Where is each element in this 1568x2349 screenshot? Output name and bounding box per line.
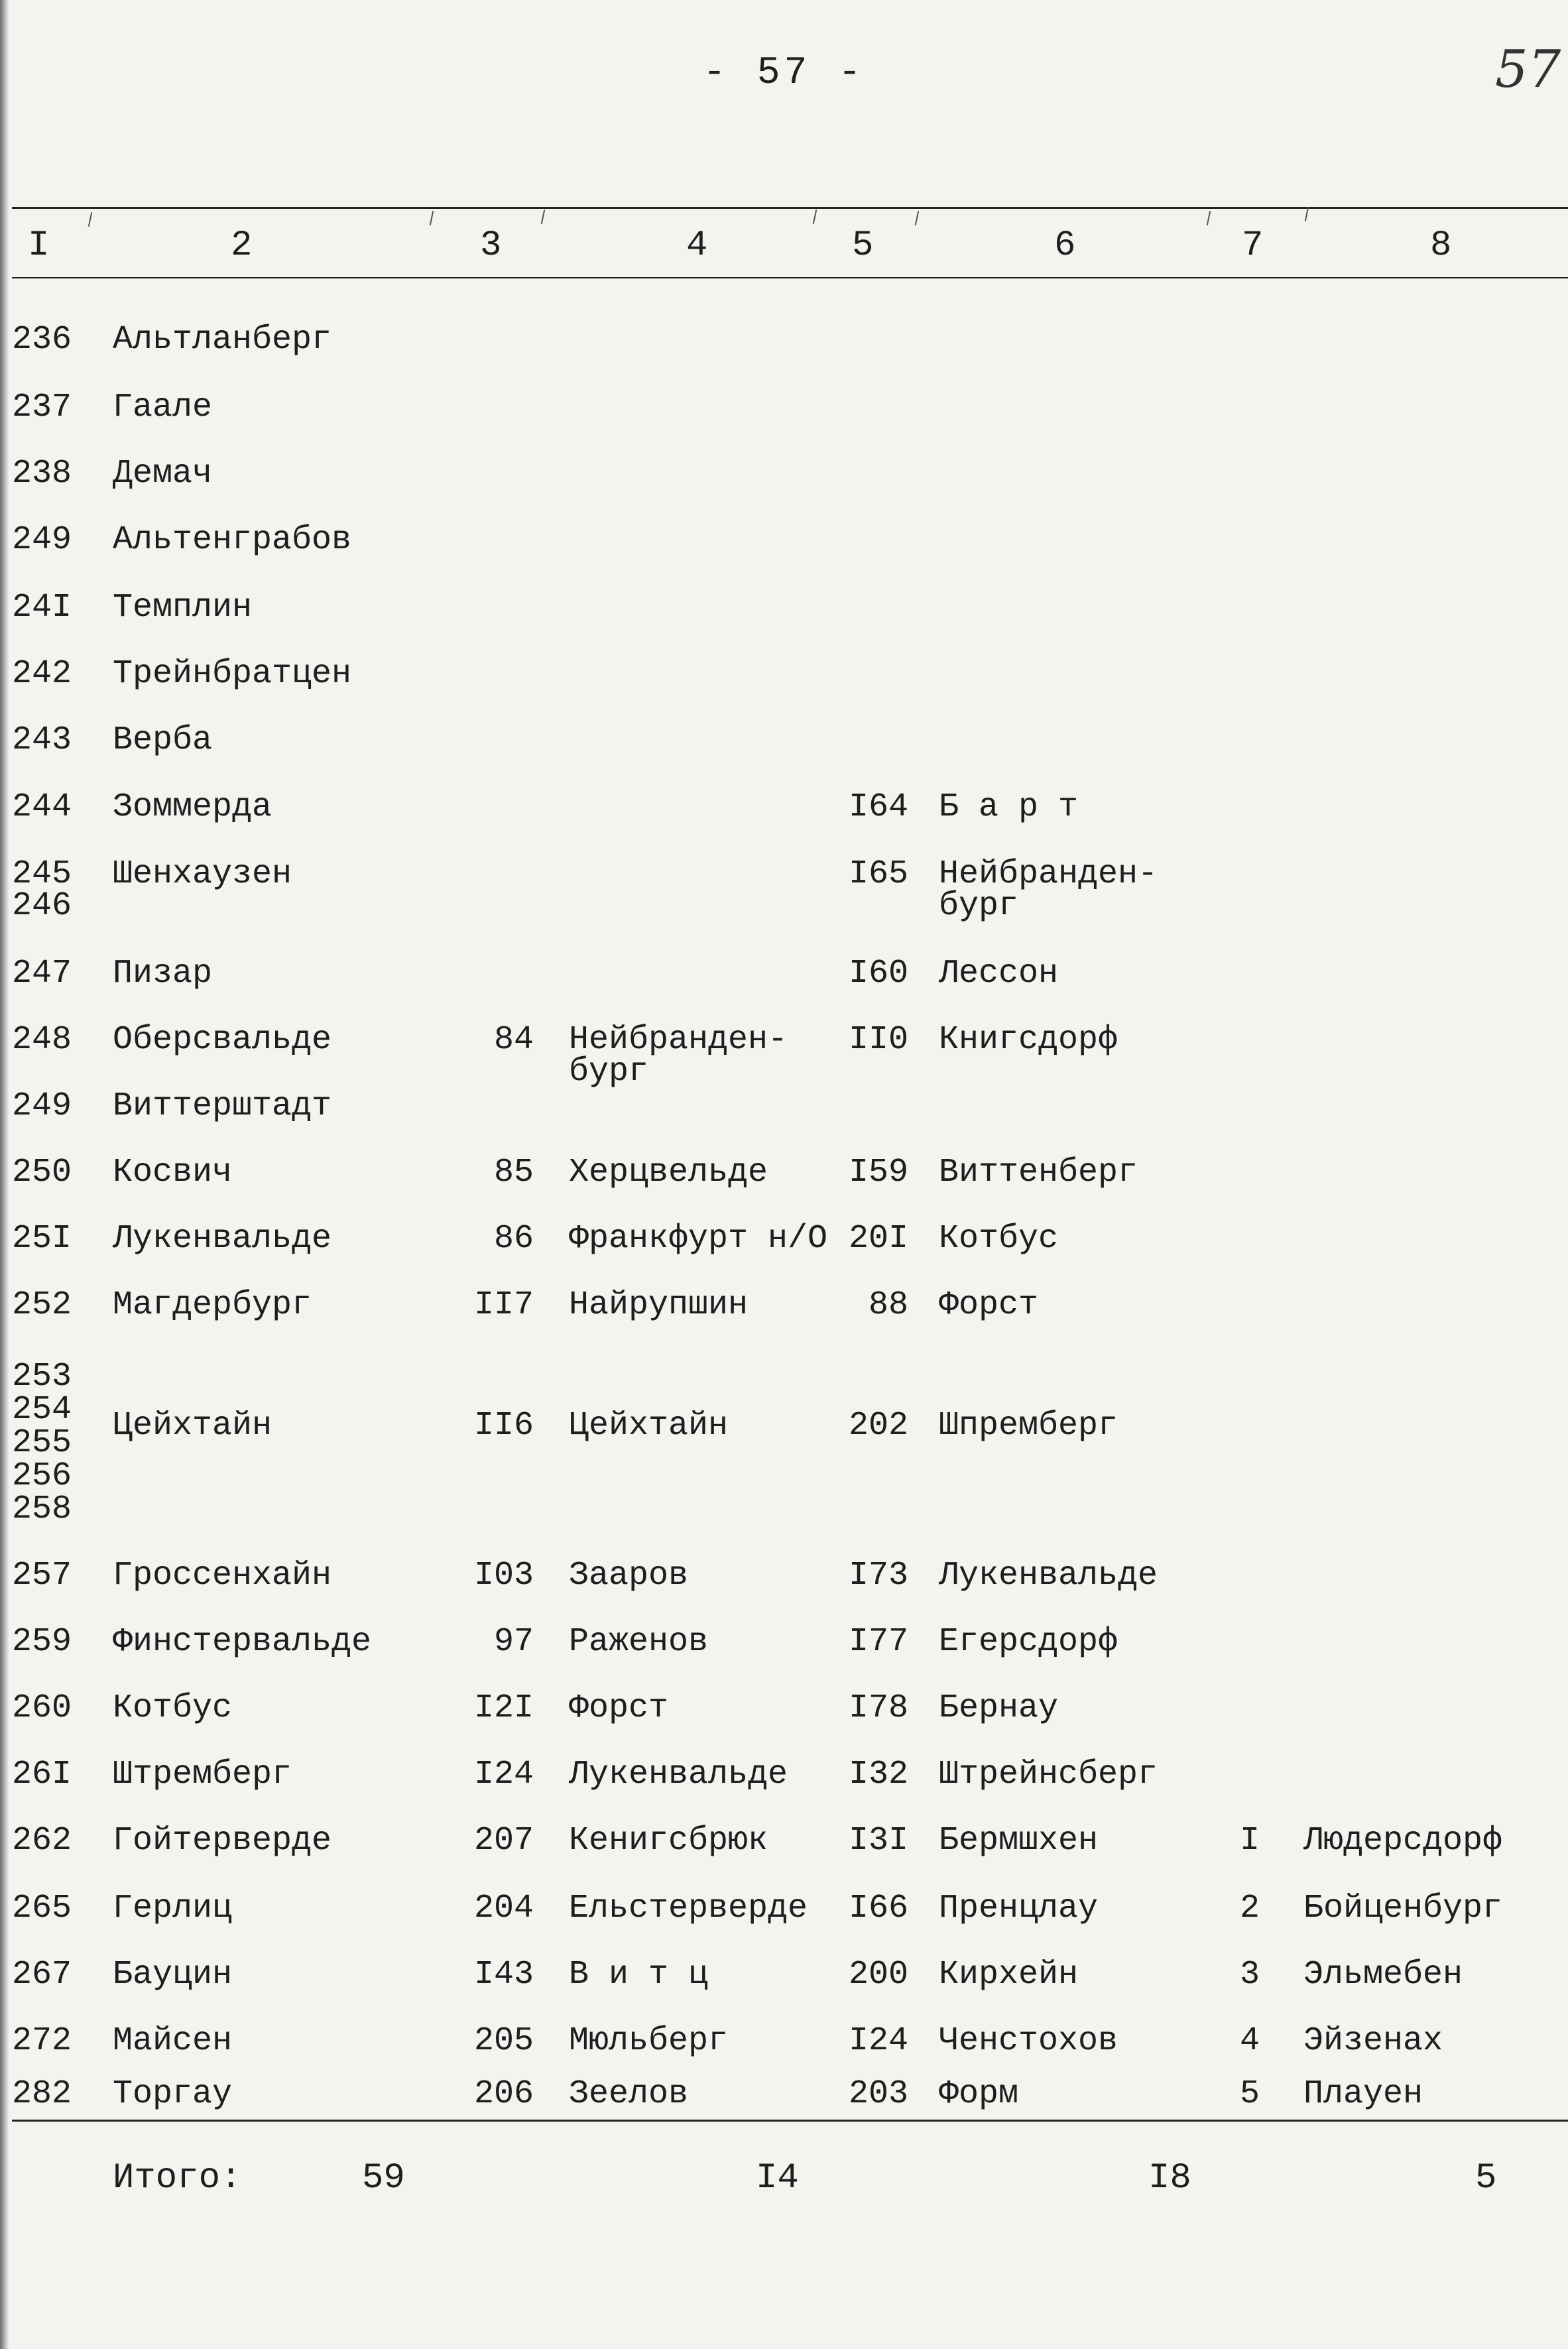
total-column-4: I4	[756, 2158, 799, 2198]
totals-label: Итого:	[113, 2158, 242, 2198]
total-column-6: I8	[1148, 2158, 1191, 2198]
cell-c6: Виттенберг	[939, 1154, 1138, 1191]
cell-c2: Цейхтайн	[113, 1407, 272, 1445]
cell-c1: 257	[12, 1557, 72, 1595]
cell-c8: Бойценбург	[1303, 1890, 1503, 1927]
column-tick	[813, 210, 817, 224]
cell-c1: 259	[12, 1623, 72, 1661]
cell-c2: Магдербург	[113, 1286, 312, 1324]
cell-c2: Лукенвальде	[113, 1220, 332, 1258]
cell-c8: Людерсдорф	[1303, 1822, 1503, 1860]
cell-c3: I03	[473, 1557, 534, 1595]
cell-c5: I78	[848, 1689, 908, 1727]
cell-c6-continuation: бург	[939, 887, 1019, 925]
cell-c2: Герлиц	[113, 1890, 233, 1927]
cell-c1: 272	[12, 2022, 72, 2060]
cell-c5: 88	[868, 1286, 908, 1324]
cell-c1: 242	[12, 655, 72, 693]
cell-c2: Бауцин	[113, 1956, 233, 1994]
cell-c5: I77	[848, 1623, 908, 1661]
cell-c5: I66	[848, 1890, 908, 1927]
column-header: I	[28, 225, 50, 266]
cell-c1: 24I	[12, 589, 72, 627]
cell-c4: Кенигсбрюк	[569, 1822, 768, 1860]
cell-c1: 247	[12, 955, 72, 993]
cell-c2: Гаале	[113, 389, 213, 426]
cell-c3: 207	[473, 1822, 534, 1860]
cell-c6: Кирхейн	[939, 1956, 1079, 1994]
cell-c1-continuation: 246	[12, 887, 72, 925]
cell-c1: 25I	[12, 1220, 72, 1258]
archive-number: 57	[1495, 40, 1561, 99]
cell-c6: Лессон	[939, 955, 1059, 993]
cell-c1: 267	[12, 1956, 72, 1994]
cell-c2: Майсен	[113, 2022, 233, 2060]
cell-c6: Егерсдорф	[939, 1623, 1118, 1661]
cell-c5: I60	[848, 955, 908, 993]
cell-c5: I59	[848, 1154, 908, 1191]
cell-c8: Эйзенах	[1303, 2022, 1443, 2060]
cell-c4: В и т ц	[569, 1956, 709, 1994]
cell-c1-stacked: 256	[12, 1457, 72, 1495]
column-header: 2	[231, 225, 253, 266]
cell-c4: Зеелов	[569, 2075, 689, 2113]
cell-c1: 252	[12, 1286, 72, 1324]
cell-c2: Альтенграбов	[113, 521, 352, 559]
table-bottom-rule	[12, 2120, 1568, 2122]
column-tick	[1305, 207, 1309, 221]
cell-c6: Форст	[939, 1286, 1039, 1324]
cell-c1: 245	[12, 855, 72, 893]
cell-c3: 85	[493, 1154, 534, 1191]
cell-c7: I	[1240, 1822, 1260, 1860]
cell-c1: 265	[12, 1890, 72, 1927]
cell-c4: Форст	[569, 1689, 669, 1727]
cell-c1: 249	[12, 521, 72, 559]
cell-c4: Раженов	[569, 1623, 709, 1661]
cell-c4: Нейбранден-	[569, 1021, 788, 1059]
cell-c3: I43	[473, 1956, 534, 1994]
cell-c4: Мюльберг	[569, 2022, 729, 2060]
cell-c3: 84	[493, 1021, 534, 1059]
cell-c4: Франкфурт н/О	[569, 1220, 828, 1258]
cell-c2: Альтланберг	[113, 321, 332, 359]
cell-c5: II0	[848, 1021, 908, 1059]
cell-c2: Финстервальде	[113, 1623, 372, 1661]
cell-c1-stacked: 254	[12, 1391, 72, 1429]
cell-c6: Форм	[939, 2075, 1019, 2113]
cell-c4-continuation: бург	[569, 1053, 649, 1091]
cell-c2: Шенхаузен	[113, 855, 292, 893]
column-tick	[430, 211, 434, 225]
cell-c2: Трейнбратцен	[113, 655, 352, 693]
cell-c5: I32	[848, 1756, 908, 1793]
cell-c1: 236	[12, 321, 72, 359]
cell-c5: I65	[848, 855, 908, 893]
column-header: 6	[1054, 225, 1076, 266]
cell-c6: Котбус	[939, 1220, 1059, 1258]
column-tick	[915, 211, 920, 225]
cell-c2: Демач	[113, 455, 213, 493]
cell-c2: Котбус	[113, 1689, 233, 1727]
cell-c5: 200	[848, 1956, 908, 1994]
column-header: 7	[1242, 225, 1264, 266]
cell-c8: Плауен	[1303, 2075, 1423, 2113]
cell-c6: Пренцлау	[939, 1890, 1099, 1927]
cell-c6: Лукенвальде	[939, 1557, 1158, 1595]
cell-c1: 238	[12, 455, 72, 493]
cell-c2: Зоммерда	[113, 788, 272, 826]
cell-c6: Б а р т	[939, 788, 1079, 826]
cell-c6: Бернау	[939, 1689, 1059, 1727]
cell-c4: Ельстерверде	[569, 1890, 808, 1927]
cell-c2: Темплин	[113, 589, 253, 627]
cell-c2: Оберсвальде	[113, 1021, 332, 1059]
cell-c4: Цейхтайн	[569, 1407, 729, 1445]
column-tick	[1207, 211, 1211, 225]
cell-c2: Торгау	[113, 2075, 233, 2113]
cell-c4: Херцвельде	[569, 1154, 768, 1191]
cell-c5: I24	[848, 2022, 908, 2060]
cell-c1-stacked: 258	[12, 1490, 72, 1528]
cell-c5: I3I	[848, 1822, 908, 1860]
cell-c6: Штрейнсберг	[939, 1756, 1158, 1793]
cell-c5: 203	[848, 2075, 908, 2113]
cell-c2: Виттерштадт	[113, 1087, 332, 1125]
cell-c6: Шпремберг	[939, 1407, 1118, 1445]
cell-c1: 282	[12, 2075, 72, 2113]
cell-c2: Косвич	[113, 1154, 233, 1191]
cell-c3: 206	[473, 2075, 534, 2113]
cell-c1: 248	[12, 1021, 72, 1059]
cell-c3: II6	[473, 1407, 534, 1445]
cell-c8: Эльмебен	[1303, 1956, 1463, 1994]
cell-c3: 205	[473, 2022, 534, 2060]
cell-c2: Пизар	[113, 955, 213, 993]
cell-c2: Штремберг	[113, 1756, 292, 1793]
cell-c7: 3	[1240, 1956, 1260, 1994]
cell-c1: 253	[12, 1358, 72, 1396]
cell-c6: Нейбранден-	[939, 855, 1158, 893]
cell-c6: Ченстохов	[939, 2022, 1118, 2060]
cell-c5: I73	[848, 1557, 908, 1595]
cell-c5: I64	[848, 788, 908, 826]
cell-c3: I2I	[473, 1689, 534, 1727]
column-tick	[541, 210, 546, 224]
cell-c1: 243	[12, 721, 72, 759]
cell-c3: 86	[493, 1220, 534, 1258]
column-tick	[88, 212, 93, 227]
cell-c4: Лукенвальде	[569, 1756, 788, 1793]
column-header: 3	[480, 225, 502, 266]
scan-edge-shadow	[0, 0, 9, 2349]
cell-c7: 2	[1240, 1890, 1260, 1927]
cell-c1: 250	[12, 1154, 72, 1191]
cell-c7: 5	[1240, 2075, 1260, 2113]
cell-c3: 97	[493, 1623, 534, 1661]
column-header: 8	[1430, 225, 1452, 266]
cell-c6: Книгсдорф	[939, 1021, 1118, 1059]
header-bottom-rule	[12, 277, 1568, 278]
cell-c4: Найрупшин	[569, 1286, 749, 1324]
cell-c1: 249	[12, 1087, 72, 1125]
total-column-2: 59	[362, 2158, 405, 2198]
total-column-8: 5	[1475, 2158, 1497, 2198]
cell-c2: Гойтерверде	[113, 1822, 332, 1860]
cell-c2: Гроссенхайн	[113, 1557, 332, 1595]
column-header: 5	[852, 225, 874, 266]
cell-c6: Бермшхен	[939, 1822, 1099, 1860]
header-top-rule	[12, 207, 1568, 209]
cell-c1: 26I	[12, 1756, 72, 1793]
cell-c4: Зааров	[569, 1557, 689, 1595]
cell-c3: I24	[473, 1756, 534, 1793]
cell-c1-stacked: 255	[12, 1424, 72, 1462]
cell-c2: Верба	[113, 721, 213, 759]
cell-c1: 262	[12, 1822, 72, 1860]
page-number: - 57 -	[703, 52, 865, 95]
cell-c3: II7	[473, 1286, 534, 1324]
cell-c5: 20I	[848, 1220, 908, 1258]
cell-c7: 4	[1240, 2022, 1260, 2060]
cell-c1: 260	[12, 1689, 72, 1727]
cell-c5: 202	[848, 1407, 908, 1445]
column-header: 4	[686, 225, 708, 266]
cell-c1: 244	[12, 788, 72, 826]
cell-c3: 204	[473, 1890, 534, 1927]
cell-c1: 237	[12, 389, 72, 426]
